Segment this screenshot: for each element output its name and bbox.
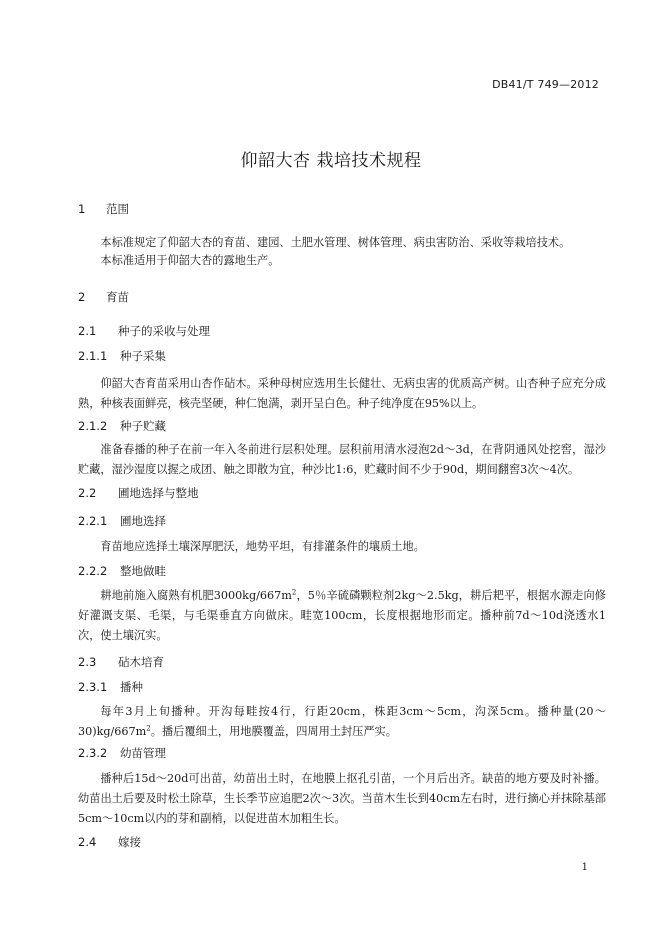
section-title: 幼苗管理 xyxy=(120,746,166,760)
subsection-heading xyxy=(78,513,166,529)
subsection-heading xyxy=(78,418,166,434)
section-number: 2.3.2 xyxy=(78,746,108,760)
section-number: 2.1 xyxy=(78,324,97,338)
section-number: 2.2.2 xyxy=(78,564,108,578)
paragraph xyxy=(78,586,606,646)
section-title: 播种 xyxy=(120,680,143,694)
section-title: 圃地选择与整地 xyxy=(118,486,199,500)
section-title: 圃地选择 xyxy=(120,514,166,528)
subsection-heading xyxy=(78,654,164,670)
subsection-heading xyxy=(78,745,166,761)
section-number: 2.1.2 xyxy=(78,419,108,433)
paragraph: 仰韶大杏育苗采用山杏作砧木。采种母树应选用生长健壮、无病虫害的优质高产树。山杏种子应充分成熟，种核表面鲜亮，核壳坚硬，种仁饱满，剥开呈白色。种子纯净度在95%以上。 xyxy=(78,377,606,410)
document-code: DB41/T 749—2012 xyxy=(492,78,599,91)
paragraph xyxy=(78,702,606,742)
paragraph-text: ，5％辛硫磷颗粒剂2kg～2.5kg，耕后耙平，根据水源走向修好灌溉支渠、毛渠，与毛渠垂直方向做床。畦宽100cm，长度根据地形而定。播种前7d～10d浇透水1次，使土壤沉实。 xyxy=(78,589,606,642)
section-number: 2.2 xyxy=(78,486,97,500)
section-number: 2.4 xyxy=(78,835,97,849)
paragraph-text: 每年3月上旬播种。开沟每畦按4行，行距20cm，株距3cm～5cm，沟深5cm。播种量(20～30)kg/667m xyxy=(78,705,606,738)
section-title: 种子的采收与处理 xyxy=(118,324,210,338)
section-number: 2.3.1 xyxy=(78,680,108,694)
document-title: 仰韶大杏 栽培技术规程 xyxy=(240,151,422,171)
paragraph-text: 。播后覆细土，用地膜覆盖，四周用土封压严实。 xyxy=(150,725,397,738)
section-title: 砧木培育 xyxy=(118,655,164,669)
superscript: 2 xyxy=(291,588,297,597)
section-title: 种子贮藏 xyxy=(120,419,166,433)
paragraph: 育苗地应选择土壤深厚肥沃，地势平坦，有排灌条件的壤质土地。 xyxy=(100,540,425,553)
section-heading xyxy=(78,201,129,217)
subsection-heading xyxy=(78,679,143,695)
section-title: 种子采集 xyxy=(120,349,166,363)
subsection-heading xyxy=(78,323,210,339)
subsection-heading xyxy=(78,348,166,364)
subsection-heading xyxy=(78,563,166,579)
section-number: 1 xyxy=(78,202,86,216)
section-number: 2.2.1 xyxy=(78,514,108,528)
section-title: 育苗 xyxy=(106,290,129,304)
subsection-heading xyxy=(78,834,141,850)
section-number: 2.3 xyxy=(78,655,97,669)
page-number: 1 xyxy=(581,862,588,873)
subsection-heading xyxy=(78,485,199,501)
paragraph: 播种后15d～20d可出苗，幼苗出土时，在地膜上抠孔引苗，一个月后出齐。缺苗的地方要及时补播。幼苗出土后要及时松土除草，生长季节应追肥2次～3次。当苗木生长到40cm左右时，进行摘心并抹除基部5cm～10cm以内的芽和副梢，以促进苗木加粗生长。 xyxy=(78,772,606,825)
paragraph: 准备春播的种子在前一年入冬前进行层积处理。层积前用清水浸泡2d～3d，在背阴通风处挖窖，湿沙贮藏，湿沙湿度以握之成团、触之即散为宜，种沙比1:6，贮藏时间不少于90d，期间翻窖3次～4次。 xyxy=(78,443,606,476)
section-number: 2 xyxy=(78,290,86,304)
paragraph: 本标准适用于仰韶大杏的露地生产。 xyxy=(100,254,280,267)
superscript: 2 xyxy=(146,724,151,733)
section-title: 整地做畦 xyxy=(120,564,166,578)
section-title: 范围 xyxy=(106,202,129,216)
paragraph: 本标准规定了仰韶大杏的育苗、建园、土肥水管理、树体管理、病虫害防治、采收等栽培技术。 xyxy=(100,236,571,249)
section-heading xyxy=(78,289,129,305)
paragraph-text: 耕地前施入腐熟有机肥3000kg/667m xyxy=(100,589,292,602)
section-number: 2.1.1 xyxy=(78,349,108,363)
section-title: 嫁接 xyxy=(118,835,141,849)
